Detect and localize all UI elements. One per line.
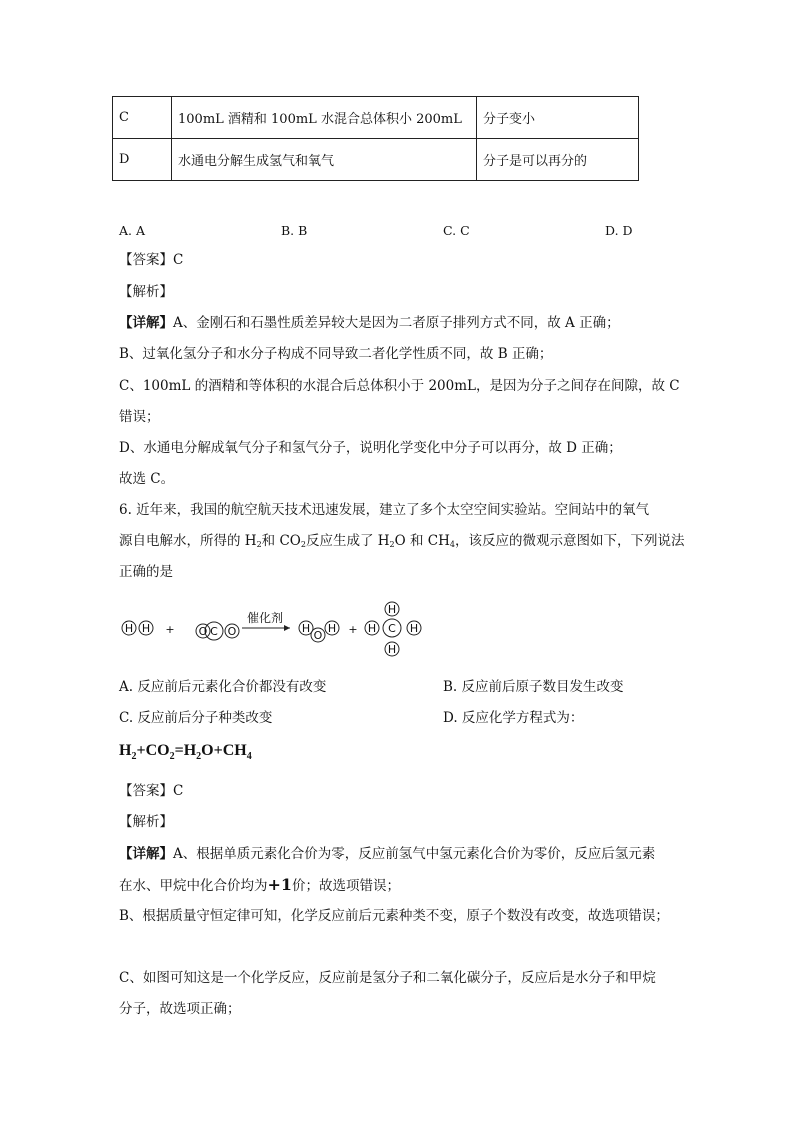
arrow-head: [284, 625, 290, 631]
q5-answer: 【答案】C: [119, 252, 184, 268]
atom-c: C: [210, 625, 218, 638]
chemical-equation: $H_2+CO_2=H_2O+CH_4$: [119, 742, 252, 763]
q6-detail-a2: 在水、甲烷中化合价均为+1价；故选项错误；: [119, 875, 401, 894]
q6-detail-c2: 分子，故选项正确；: [119, 1001, 241, 1017]
catalyst-label: 催化剂: [246, 611, 284, 625]
atom-h: H: [124, 622, 134, 635]
q6-choice-a: A. 反应前后元素化合价都没有改变: [119, 679, 327, 695]
q5-detail-c-cont: 错误；: [119, 409, 160, 425]
q6-stem-line1: 6. 近年来，我国的航空航天技术迅速发展，建立了多个太空空间实验站。空间站中的氧气: [119, 502, 650, 518]
atom-o: O: [198, 625, 208, 638]
q6-detail-c1: C、如图可知这是一个化学反应，反应前是氢分子和二氧化碳分子，反应后是水分子和甲烷: [119, 970, 656, 986]
q6-choice-b: B. 反应前后原子数目发生改变: [443, 679, 624, 695]
table-row: [113, 139, 639, 181]
q6-detail-a1: 【详解】A、根据单质元素化合价为零，反应前氢气中氢元素化合价为零价，反应后氢元素: [119, 846, 656, 862]
atom-h: H: [301, 622, 311, 635]
options-table: [112, 96, 639, 181]
q6-stem-line3: 正确的是: [119, 564, 173, 580]
row-fact: 100mL 酒精和 100mL 水混合总体积小 200mL: [172, 97, 477, 139]
choice-d: D. D: [605, 223, 633, 238]
atom-h: H: [409, 622, 419, 635]
row-explanation: 分子是可以再分的: [477, 139, 639, 181]
atom-h: H: [387, 643, 397, 656]
atom-h: H: [327, 622, 337, 635]
detail-tag: 【详解】: [119, 315, 173, 331]
plus-sign: +: [165, 623, 175, 636]
atom-o: O: [313, 629, 323, 642]
q6-choice-d: D. 反应化学方程式为：: [443, 710, 584, 726]
q6-choice-c: C. 反应前后分子种类改变: [119, 710, 273, 726]
row-label: C: [113, 97, 172, 139]
atom-h: H: [367, 622, 377, 635]
q6-detail-b: B、根据质量守恒定律可知，化学反应前后元素种类不变，原子个数没有改变，故选项错误；: [119, 908, 669, 924]
detail-tag: 【详解】: [119, 846, 173, 862]
row-label: D: [113, 139, 172, 181]
q5-detail-c: C、100mL 的酒精和等体积的水混合后总体积小于 200mL，是因为分子之间存在间隙，故 C: [119, 378, 680, 394]
q5-analysis: 【解析】: [119, 284, 173, 300]
atom-h: H: [387, 603, 397, 616]
row-explanation: 分子变小: [477, 97, 639, 139]
atom-c: C: [388, 622, 396, 635]
q5-detail-b: B、过氧化氢分子和水分子构成不同导致二者化学性质不同，故 B 正确；: [119, 346, 553, 362]
q6-analysis: 【解析】: [119, 814, 173, 830]
q6-stem-line2: 源自电解水，所得的 $H_2$和 $CO_2$反应生成了 $H_2O$ 和 $CH_4$，该反应的微观示意图如下，下列说法: [119, 533, 685, 549]
q5-detail-a: 【详解】A、金刚石和石墨性质差异较大是因为二者原子排列方式不同，故 A 正确；: [119, 315, 620, 331]
choice-b: B. B: [281, 223, 308, 238]
choice-a: A. A: [119, 223, 146, 238]
q6-answer: 【答案】C: [119, 783, 184, 799]
table-row: [113, 97, 639, 139]
row-fact: 水通电分解生成氢气和氧气: [172, 139, 477, 181]
plus-sign: +: [348, 623, 358, 636]
q5-conclusion: 故选 C。: [119, 471, 175, 487]
choice-c: C. C: [443, 223, 470, 238]
q5-detail-d: D、水通电分解成氧气分子和氢气分子，说明化学变化中分子可以再分，故 D 正确；: [119, 440, 622, 456]
atom-o: O: [227, 625, 237, 638]
reaction-diagram: [118, 598, 428, 660]
atom-h: H: [141, 622, 151, 635]
